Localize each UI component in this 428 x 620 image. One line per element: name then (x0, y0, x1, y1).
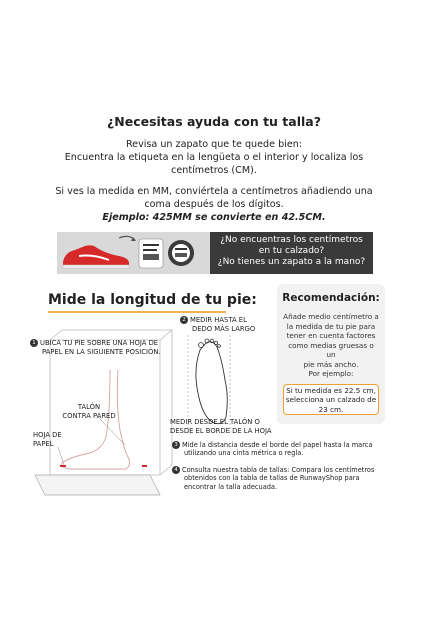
from-heel-label (170, 418, 272, 435)
mm-paragraph (40, 185, 388, 224)
step-2 (180, 316, 255, 333)
recommendation-text (283, 312, 379, 369)
step-text: MEDIR HASTA EL (190, 316, 247, 324)
step-3 (172, 441, 372, 458)
example-line: Ejemplo: 425MM se convierte en 42.5CM. (102, 212, 326, 223)
rec-ex-line: Si tu medida es 22.5 cm, (286, 386, 376, 395)
page-title: ¿Necesitas ayuda con tu talla? (107, 114, 321, 129)
measure-title: Mide la longitud de tu pie: (48, 292, 257, 308)
rec-line: la medida de tu pie para (286, 321, 376, 331)
label-line: CONTRA PARED (62, 411, 116, 420)
step-number: 2 (180, 316, 188, 324)
example-label: Por ejemplo: (308, 369, 354, 378)
mm-line: coma después de los dígitos. (144, 199, 284, 210)
step-text: Consulta nuestra tabla de tallas: Compara los centímetros (182, 466, 375, 474)
banner-line: en tu calzado? (258, 246, 325, 256)
step-text: PAPEL EN LA SIGUIENTE POSICIÓN. (42, 347, 161, 356)
step-text: DEDO MÁS LARGO (192, 324, 256, 333)
banner-line: ¿No encuentras los centímetros (220, 235, 363, 245)
intro-line: Revisa un zapato que te quede bien: (125, 139, 303, 150)
rec-ex-line: 23 cm. (318, 404, 344, 414)
rec-line: pie más ancho. (303, 359, 359, 369)
label-line: DESDE EL BORDE DE LA HOJA (170, 426, 272, 435)
intro-paragraph (40, 138, 388, 177)
intro-line: Encuentra la etiqueta en la lengüeta o el interior y localiza los (64, 152, 364, 163)
banner-line: ¿No tienes un zapato a la mano? (217, 257, 366, 267)
step-text: UBICA TU PIE SOBRE UNA HOJA DE (40, 339, 159, 347)
label-line: HOJA DE (33, 431, 62, 439)
recommendation-example (283, 384, 379, 415)
step-text: obtenidos con la tabla de tallas de RunwayShop para (184, 474, 360, 483)
paper-label (33, 431, 62, 448)
banner-question (210, 232, 373, 274)
step-1 (30, 339, 161, 356)
step-number: 3 (172, 441, 180, 449)
step-text: utilizando una cinta métrica o regla. (184, 449, 304, 458)
step-4 (172, 466, 374, 491)
step-number: 4 (172, 466, 180, 474)
heel-label (58, 403, 120, 420)
shoe-illustration (57, 232, 210, 274)
label-line: MEDIR DESDE EL TALÓN O (170, 418, 260, 426)
step-text: encontrar la talla adecuada. (184, 482, 278, 491)
mm-line: Si ves la medida en MM, conviértela a centímetros añadiendo una (55, 186, 373, 197)
recommendation-title: Recomendación: (282, 292, 380, 304)
rec-line: Añade medio centímetro a (283, 312, 379, 321)
label-line: TALÓN (77, 403, 101, 411)
step-text: Mide la distancia desde el borde del papel hasta la marca (182, 441, 373, 449)
rec-line: como medias gruesas o un (288, 340, 374, 359)
rec-ex-line: selecciona un calzado de (285, 395, 377, 405)
label-line: PAPEL (33, 439, 54, 448)
intro-line: centímetros (CM). (171, 165, 257, 176)
title-underline (48, 311, 226, 313)
step-number: 1 (30, 339, 38, 347)
rec-line: tener en cuenta factores (286, 331, 376, 340)
